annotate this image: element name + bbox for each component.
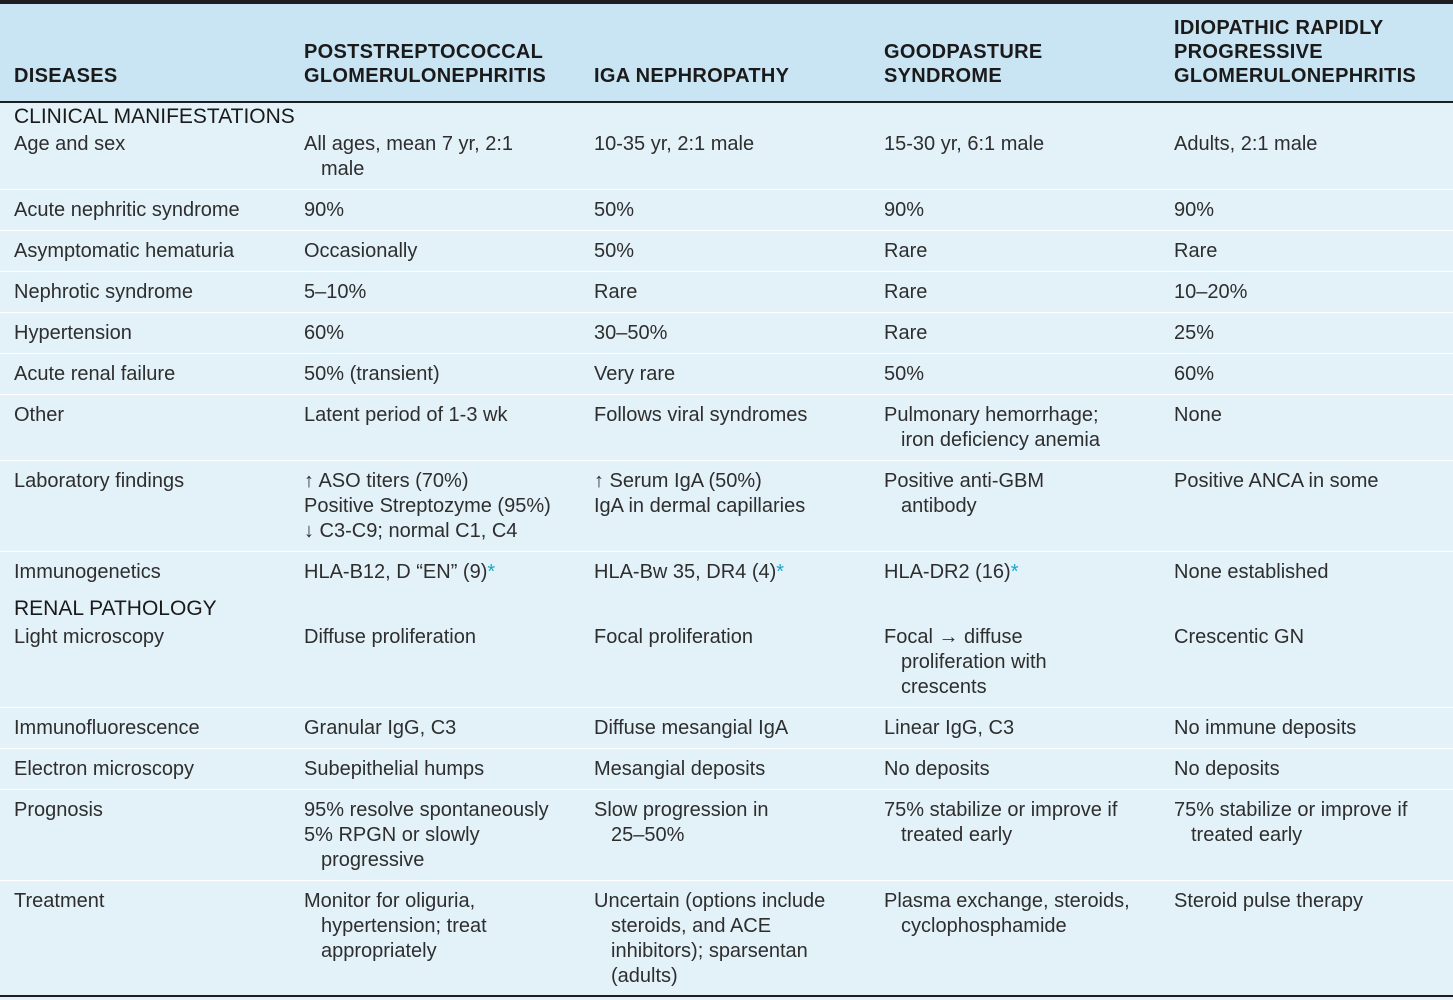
footnote-asterisk: * [1010,561,1019,583]
cell-goodpasture: Rare [884,281,928,303]
bottom-rule [0,995,1453,997]
cell-psgn: HLA-B12, D “EN” (9)* [304,561,496,583]
cell-rpgn: 60% [1174,363,1215,385]
cell-iga: 10-35 yr, 2:1 male [594,133,755,155]
row-label: Other [14,404,65,426]
cell-psgn: 50% (transient) [304,363,440,385]
row-label: Hypertension [14,322,132,344]
cell-psgn: Monitor for oliguria, hypertension; treat appropriately [304,890,487,962]
cell-psgn: Occasionally [304,240,418,262]
cell-psgn: 5–10% [304,281,367,303]
cell-goodpasture: 50% [884,363,925,385]
cell-goodpasture: Focal → diffuse proliferation with crescents [884,626,1047,698]
cell-iga: Mesangial deposits [594,758,766,780]
cell-rpgn: Rare [1174,240,1218,262]
row-label: Asymptomatic hematuria [14,240,235,262]
cell-psgn: All ages, mean 7 yr, 2:1 male [304,133,514,180]
table-row [0,560,1453,592]
cell-iga: Very rare [594,363,676,385]
cell-rpgn: 75% stabilize or improve if treated early [1174,799,1408,846]
table-row [0,198,1453,231]
table-row [0,757,1453,790]
cell-goodpasture: HLA-DR2 (16)* [884,561,1019,583]
cell-psgn: Granular IgG, C3 [304,717,457,739]
cell-psgn: Latent period of 1-3 wk [304,404,508,426]
cell-psgn: ↑ ASO titers (70%) Positive Streptozyme (95%) ↓ C3-C9; normal C1, C4 [304,470,551,542]
table-row [0,889,1453,993]
cell-rpgn: 25% [1174,322,1215,344]
cell-rpgn: 90% [1174,199,1215,221]
cell-rpgn: Steroid pulse therapy [1174,890,1364,912]
section-renal-pathology: RENAL PATHOLOGY [14,597,217,620]
table-row [0,362,1453,395]
table-row [0,403,1453,461]
table-row [0,239,1453,272]
cell-iga: Slow progression in 25–50% [594,799,769,846]
row-label: Electron microscopy [14,758,195,780]
table-row [0,469,1453,552]
cell-rpgn: No immune deposits [1174,717,1357,739]
cell-goodpasture: No deposits [884,758,990,780]
header-diseases: DISEASES [14,65,118,87]
cell-iga: 30–50% [594,322,668,344]
table-row [0,716,1453,749]
header-rule [0,101,1453,103]
row-label: Acute nephritic syndrome [14,199,240,221]
table-row [0,625,1453,708]
header-iga-nephropathy: IGA NEPHROPATHY [594,65,790,87]
cell-iga: 50% [594,240,635,262]
cell-goodpasture: 90% [884,199,925,221]
cell-iga: Rare [594,281,638,303]
cell-psgn: 60% [304,322,345,344]
cell-rpgn: 10–20% [1174,281,1248,303]
cell-goodpasture: Rare [884,322,928,344]
header-goodpasture: GOODPASTURE SYNDROME [884,41,1043,87]
table-row [0,798,1453,881]
cell-iga: HLA-Bw 35, DR4 (4)* [594,561,785,583]
cell-psgn: Subepithelial humps [304,758,485,780]
cell-iga: Diffuse mesangial IgA [594,717,789,739]
table-row [0,321,1453,354]
cell-goodpasture: 15-30 yr, 6:1 male [884,133,1045,155]
row-label: Acute renal failure [14,363,176,385]
header-psgn: POSTSTREPTOCOCCAL GLOMERULONEPHRITIS [304,41,547,87]
table-row [0,280,1453,313]
row-label: Immunofluorescence [14,717,200,739]
cell-rpgn: Adults, 2:1 male [1174,133,1318,155]
cell-rpgn: None [1174,404,1222,426]
cell-psgn: 90% [304,199,345,221]
footnote-asterisk: * [776,561,785,583]
cell-rpgn: Positive ANCA in some [1174,470,1379,492]
cell-goodpasture: Rare [884,240,928,262]
row-label: Age and sex [14,133,126,155]
cell-rpgn: None established [1174,561,1329,583]
cell-iga: Uncertain (options include steroids, and ACE inhibitors); sparsentan (adults) [594,890,826,987]
cell-goodpasture: 75% stabilize or improve if treated early [884,799,1118,846]
cell-psgn: Diffuse proliferation [304,626,476,648]
cell-goodpasture: Linear IgG, C3 [884,717,1015,739]
cell-rpgn: Crescentic GN [1174,626,1305,648]
row-label: Prognosis [14,799,103,821]
cell-iga: ↑ Serum IgA (50%) IgA in dermal capillaries [594,470,806,517]
cell-iga: 50% [594,199,635,221]
row-label: Treatment [14,890,105,912]
row-label: Laboratory findings [14,470,185,492]
row-label: Nephrotic syndrome [14,281,193,303]
table-row [0,132,1453,190]
footnote-asterisk: * [487,561,496,583]
cell-goodpasture: Pulmonary hemorrhage; iron deficiency anemia [884,404,1100,451]
cell-psgn: 95% resolve spontaneously 5% RPGN or slowly progressive [304,799,549,871]
cell-goodpasture: Positive anti-GBM antibody [884,470,1045,517]
cell-iga: Focal proliferation [594,626,753,648]
row-label: Immunogenetics [14,561,161,583]
cell-rpgn: No deposits [1174,758,1280,780]
section-clinical-manifestations: CLINICAL MANIFESTATIONS [14,105,295,128]
header-idiopathic-rpgn: IDIOPATHIC RAPIDLY PROGRESSIVE GLOMERULONEPHRITIS [1174,17,1417,87]
cell-goodpasture: Plasma exchange, steroids, cyclophosphamide [884,890,1130,937]
cell-iga: Follows viral syndromes [594,404,808,426]
row-label: Light microscopy [14,626,165,648]
